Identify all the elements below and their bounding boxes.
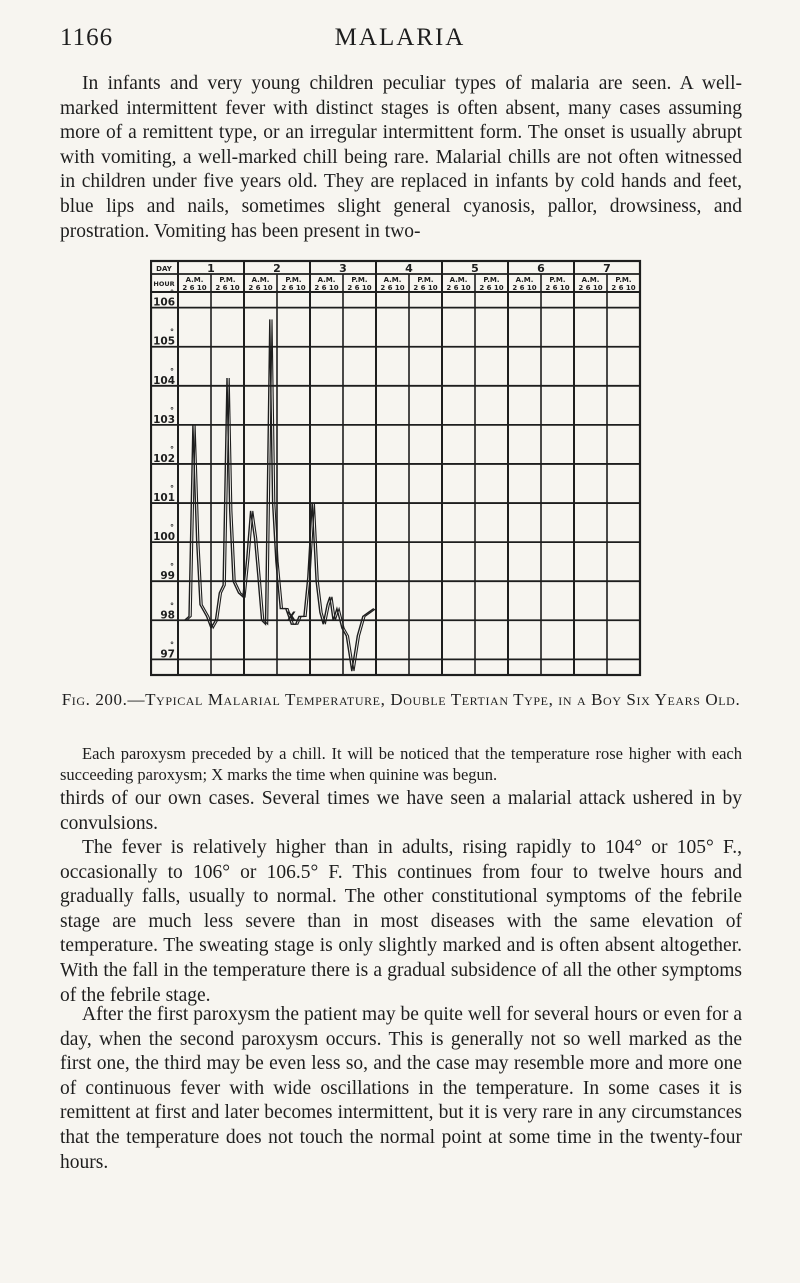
paragraph-3: The fever is relatively higher than in adults, rising rapidly to 104° or 105° F., occasionally to 106° or 106.5° F. This continues from four to twelve hours and gradually falls, usually to normal. The other constitutional symptoms of the febrile stage are much less severe than in most diseases with the same elevation of temperature. The sweating stage is only slightly marked and is often absent altogether. With the fall in the temperature there is a gradual subsidence of all the other symptoms of the febrile stage. <box>60 837 742 1006</box>
degree-mark: ° <box>170 366 174 376</box>
y-tick-label: 102 <box>153 452 175 465</box>
y-tick-label: 98 <box>160 609 175 622</box>
period-label: A.M. <box>185 276 204 284</box>
period-label: A.M. <box>251 276 270 284</box>
period-label: A.M. <box>449 276 468 284</box>
period-label: A.M. <box>581 276 600 284</box>
degree-mark: ° <box>170 288 174 298</box>
y-tick-label: 106 <box>153 296 175 309</box>
y-tick-label: 103 <box>153 413 175 426</box>
hour-label: 2 6 10 <box>512 284 537 292</box>
day-label: 6 <box>537 262 545 275</box>
degree-mark: ° <box>170 484 174 494</box>
page-header <box>60 24 740 54</box>
day-label: 1 <box>207 262 215 275</box>
period-label: P.M. <box>615 276 632 284</box>
figure-caption: Fig. 200.—Typical Malarial Temperature, Double Tertian Type, in a Boy Six Years Old. <box>61 690 741 709</box>
hour-label: 2 6 10 <box>281 284 306 292</box>
chart-frame <box>151 261 640 675</box>
day-label: 2 <box>273 262 281 275</box>
hour-label: 2 6 10 <box>215 284 240 292</box>
hour-label: 2 6 10 <box>248 284 273 292</box>
figure-note: Each paroxysm preceded by a chill. It will be noticed that the temperature rose higher with each succeeding paroxysm; X marks the time when quinine was begun. <box>60 744 742 784</box>
paragraph-4: After the first paroxysm the patient may be quite well for several hours or even for a day, when the second paroxysm occurs. This is generally not so well marked as the first one, the third may be even less so, and the case may resemble more and more one of continuous fever with wide oscillations in the temperature. In some cases it is remittent at first and later becomes intermittent, but it is very rare in any circumstances that the temperature does not touch the normal point at some time in the twenty-four hours. <box>60 1004 742 1173</box>
hour-label: 2 6 10 <box>611 284 636 292</box>
hour-label: 2 6 10 <box>347 284 372 292</box>
period-label: P.M. <box>417 276 434 284</box>
degree-mark: ° <box>170 601 174 611</box>
temperature-chart <box>150 259 645 679</box>
day-label: 5 <box>471 262 479 275</box>
degree-mark: ° <box>170 327 174 337</box>
y-tick-label: 101 <box>153 492 175 505</box>
period-label: P.M. <box>219 276 236 284</box>
hour-label: 2 6 10 <box>479 284 504 292</box>
degree-mark: ° <box>170 405 174 415</box>
hour-label: 2 6 10 <box>182 284 207 292</box>
day-label: 7 <box>603 262 611 275</box>
degree-mark: ° <box>170 640 174 650</box>
paragraph-1: In infants and very young children peculiar types of malaria are seen. A well-marked intermittent fever with distinct stages is often absent, many cases assuming more of a remittent type, or an irregular intermittent form. The onset is usually abrupt with vomiting, a well-marked chill being rare. Malarial chills are not often witnessed in children under five years old. They are replaced in infants by cold hands and feet, blue lips and nails, sometimes slight general cyanosis, pallor, drowsiness, and prostration. Vomiting has been present in two- <box>60 73 742 242</box>
degree-mark: ° <box>170 562 174 572</box>
period-label: P.M. <box>285 276 302 284</box>
day-label: 4 <box>405 262 413 275</box>
y-tick-label: 97 <box>160 648 175 661</box>
hour-label: 2 6 10 <box>413 284 438 292</box>
paragraph-2: thirds of our own cases. Several times we have seen a malarial attack ushered in by convulsions. <box>60 788 742 834</box>
degree-mark: ° <box>170 523 174 533</box>
y-tick-label: 104 <box>153 374 175 387</box>
y-tick-label: 99 <box>160 570 175 583</box>
day-row-label: DAY <box>156 265 172 273</box>
y-tick-label: 105 <box>153 335 175 348</box>
hour-label: 2 6 10 <box>314 284 339 292</box>
temperature-series-line <box>185 319 374 671</box>
page-number: 1166 <box>60 24 114 51</box>
period-label: A.M. <box>317 276 336 284</box>
period-label: P.M. <box>549 276 566 284</box>
day-label: 3 <box>339 262 347 275</box>
degree-mark: ° <box>170 444 174 454</box>
hour-row-label: HOUR <box>153 280 175 288</box>
running-title: MALARIA <box>334 24 466 51</box>
temperature-chart-svg <box>150 259 645 679</box>
period-label: A.M. <box>515 276 534 284</box>
hour-label: 2 6 10 <box>446 284 471 292</box>
period-label: A.M. <box>383 276 402 284</box>
period-label: P.M. <box>483 276 500 284</box>
quinine-marker: X <box>286 609 296 624</box>
hour-label: 2 6 10 <box>545 284 570 292</box>
hour-label: 2 6 10 <box>578 284 603 292</box>
y-tick-label: 100 <box>153 531 175 544</box>
period-label: P.M. <box>351 276 368 284</box>
hour-label: 2 6 10 <box>380 284 405 292</box>
